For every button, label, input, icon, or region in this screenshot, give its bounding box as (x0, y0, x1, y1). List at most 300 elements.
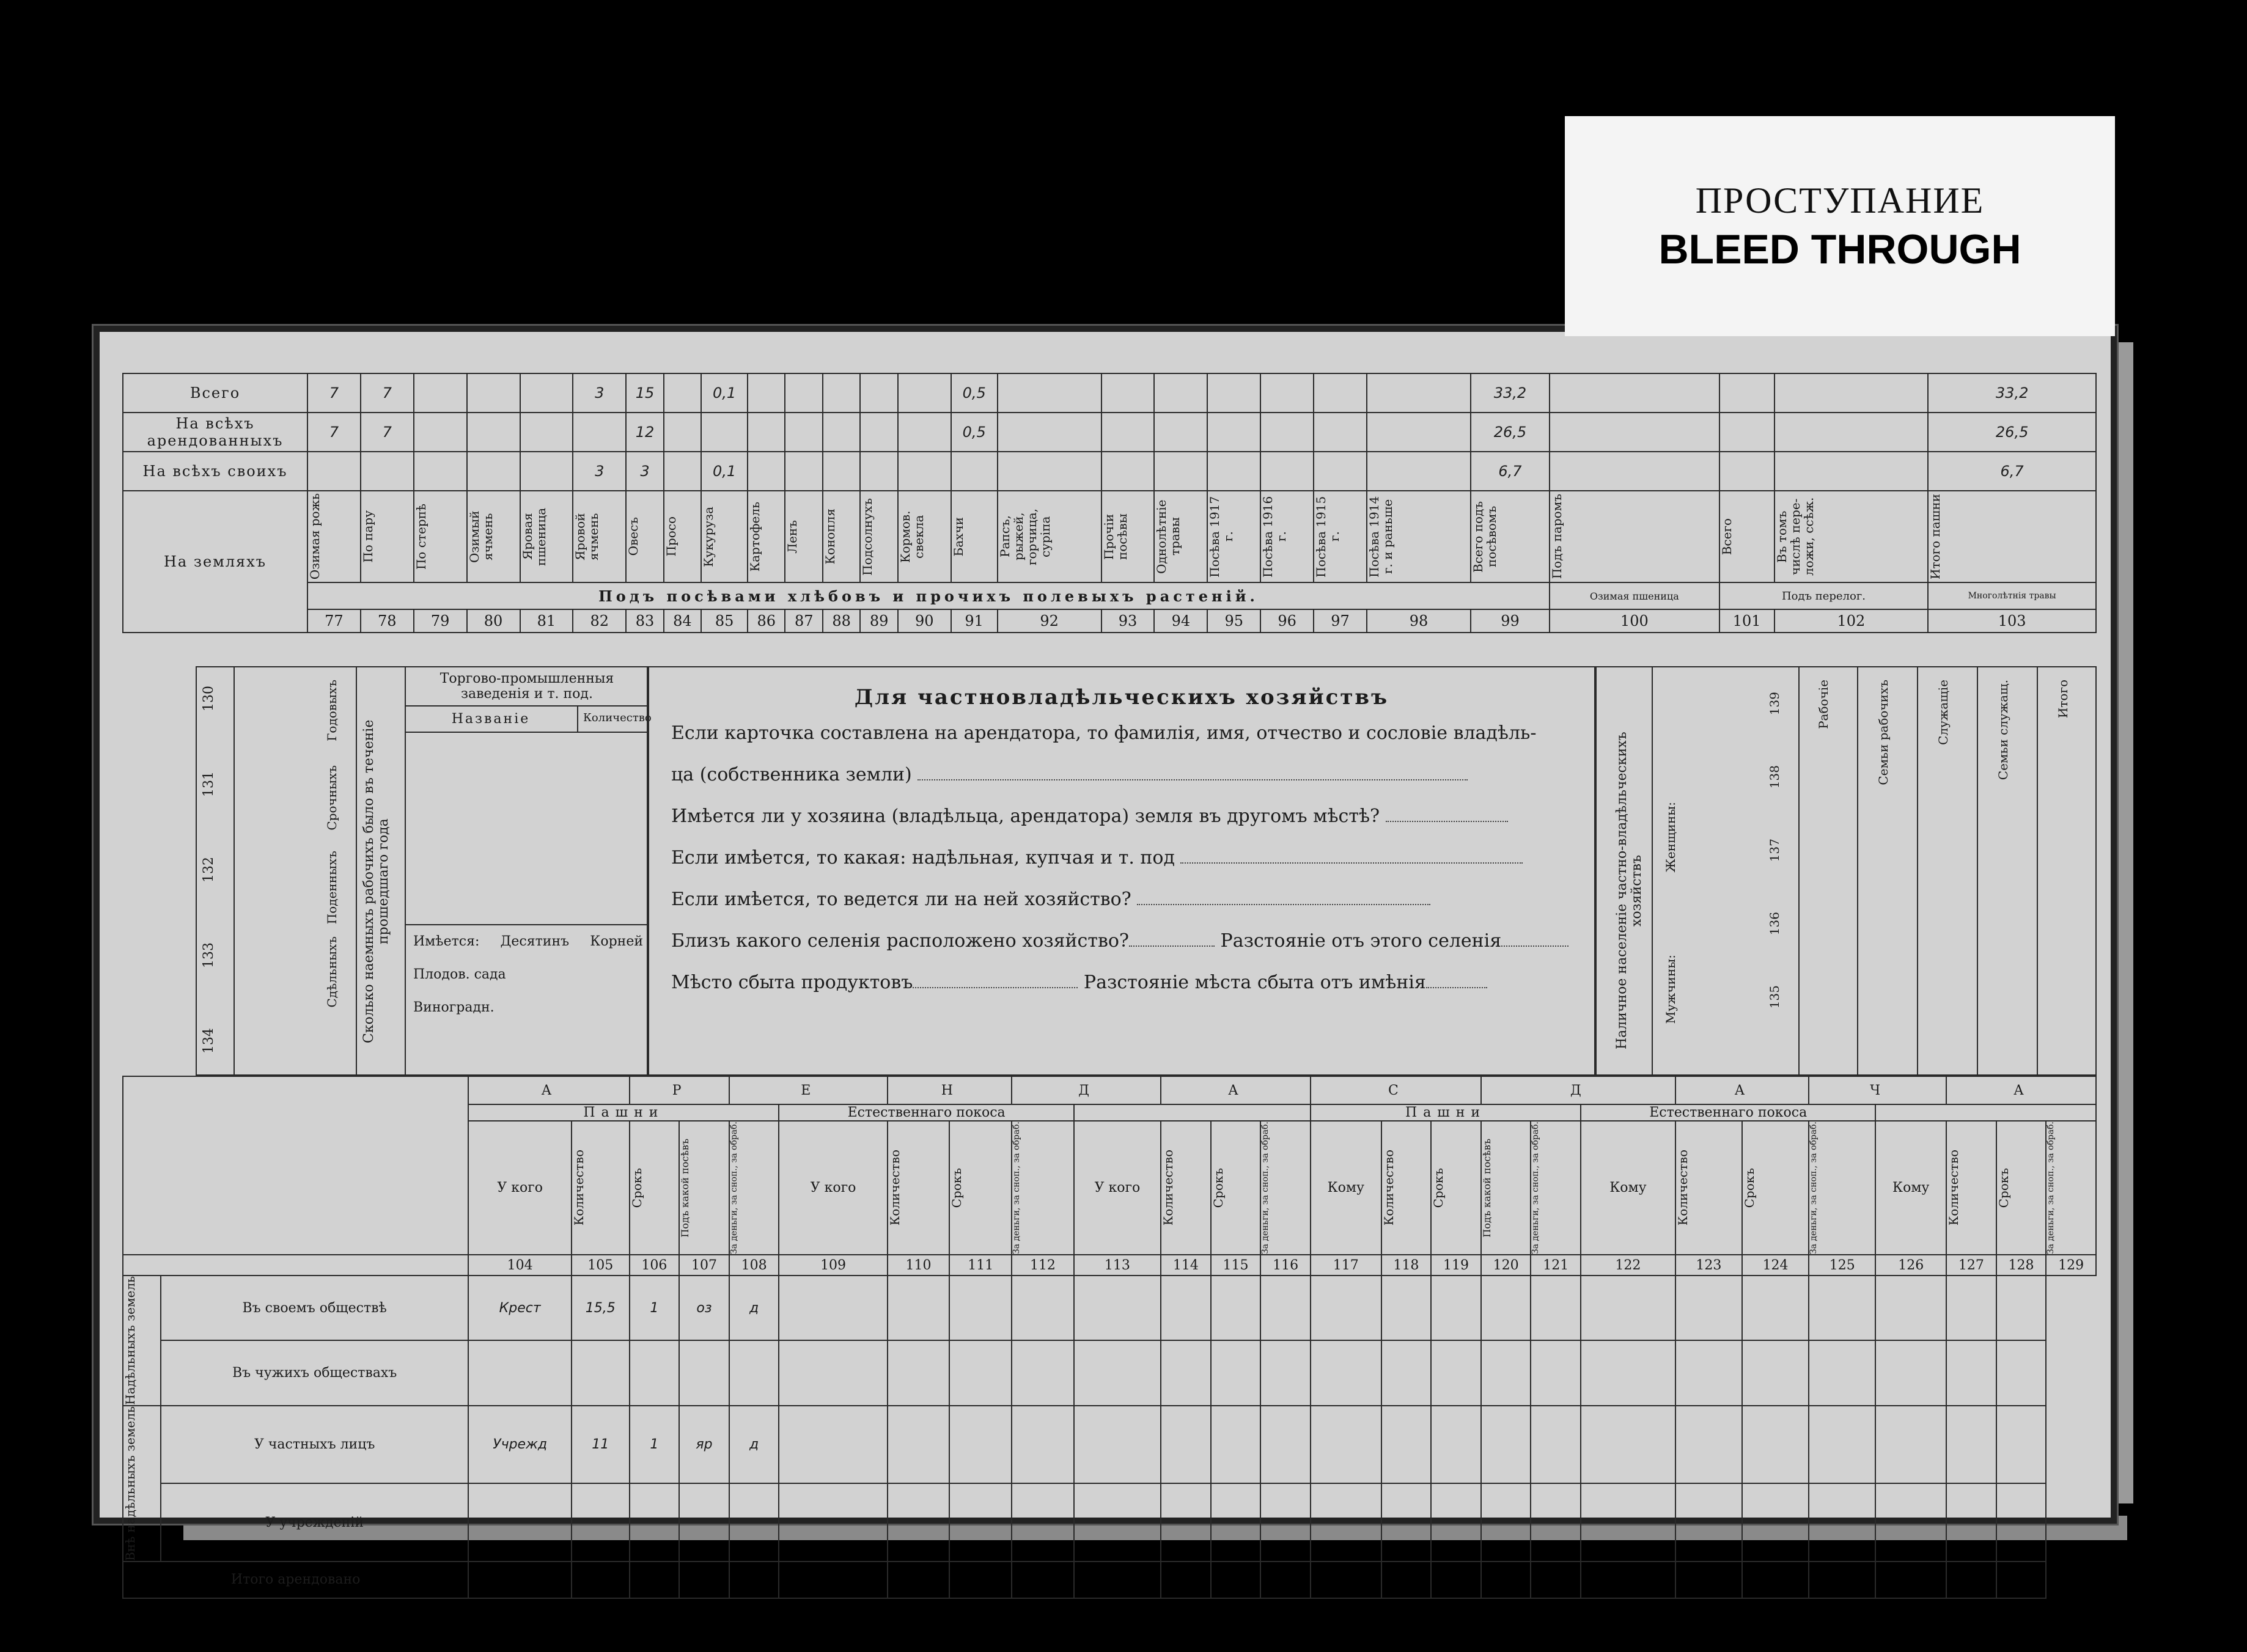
men-label: Мужчины: (1663, 955, 1678, 1024)
hw-cell (998, 373, 1101, 413)
vinograd: Виноградн. (413, 1000, 495, 1015)
row-label: Итого арендовано (123, 1562, 468, 1598)
hw-cell (520, 413, 573, 452)
hw-cell (785, 373, 822, 413)
col-number: 119 (1431, 1255, 1481, 1276)
hw-cell (898, 373, 951, 413)
hw-cell (414, 452, 467, 491)
hw-cell (860, 373, 897, 413)
col-label: Просо (663, 516, 679, 557)
hw-cell (998, 452, 1101, 491)
col-head (664, 491, 701, 582)
col-head (1719, 491, 1774, 582)
group-label: Надѣльныхъ земель (123, 1276, 138, 1405)
row-label: На всѣхъ своихъ (123, 452, 307, 491)
hw-cell (467, 373, 520, 413)
hw-cell (1207, 413, 1260, 452)
col-number: 121 (1531, 1255, 1581, 1276)
col-number: 96 (1260, 609, 1314, 633)
letter: Е (729, 1076, 888, 1104)
row-label: Всего (123, 373, 307, 413)
col-number: 84 (664, 609, 701, 633)
hw-cell (823, 452, 860, 491)
num-col (197, 667, 235, 1077)
hw-cell: 7 (361, 413, 414, 452)
worker-type: Сдѣльныхъ (325, 936, 339, 1008)
hw-cell (1154, 413, 1207, 452)
hw-cell (1314, 413, 1367, 452)
head: Количество (1381, 1150, 1396, 1226)
head-label: Семьи служащ. (1996, 680, 2010, 780)
head: Кому (1581, 1121, 1675, 1255)
col-number: 130 (201, 686, 216, 711)
col-label: Подъ паромъ (1549, 494, 1564, 579)
col-label: Рапсъ, рыжей, горчица, суріпа (997, 508, 1053, 565)
col-number: 123 (1675, 1255, 1742, 1276)
hw-cell: 3 (573, 452, 626, 491)
col-label: Овесъ (626, 517, 641, 556)
col-number: 89 (860, 609, 897, 633)
col-label: Посѣва 1914 г. и раньше (1366, 496, 1395, 578)
col-number: 133 (201, 942, 216, 968)
col-label: Однолѣтніе травы (1154, 499, 1183, 574)
letter: С (1311, 1076, 1481, 1104)
col-number: 77 (307, 609, 361, 633)
worker-type: Срочныхъ (325, 765, 339, 831)
hw-cell (664, 413, 701, 452)
col-number: 120 (1481, 1255, 1531, 1276)
torg-qty: Количество (583, 711, 652, 724)
pokos-label: Естественнаго покоса (1581, 1104, 1875, 1121)
col-label: Кормов. свекла (897, 510, 926, 563)
col-number: 103 (1928, 609, 2096, 633)
col-number: 112 (1012, 1255, 1074, 1276)
hw-cell: 12 (626, 413, 663, 452)
korney: Корней (590, 934, 643, 949)
answer-line (1501, 933, 1568, 947)
head-col (1798, 667, 1858, 1077)
head: Количество (572, 1150, 586, 1226)
head: За деньги, за сноп., за обраб. (2046, 1122, 2056, 1255)
col-label: Посѣва 1917 г. (1207, 496, 1236, 578)
row-institutions (123, 1483, 2096, 1562)
label-ru: ПРОСТУПАНИЕ (1695, 180, 1985, 221)
col-number: 85 (701, 609, 748, 633)
letter: А (1946, 1076, 2096, 1104)
col-head (1928, 491, 2096, 582)
col-number: 111 (949, 1255, 1012, 1276)
col-number: 100 (1550, 609, 1719, 633)
head: У кого (468, 1121, 572, 1255)
blank (1074, 1104, 1311, 1121)
q-line (671, 920, 1572, 962)
col-label: Яровой ячмень (573, 513, 601, 560)
hw-cell (823, 413, 860, 452)
row-total (123, 373, 2096, 413)
letter: А (1675, 1076, 1809, 1104)
col-number: 86 (748, 609, 785, 633)
col-number: 118 (1381, 1255, 1432, 1276)
col-number: 95 (1207, 609, 1260, 633)
hired-label: Сколько наемныхъ рабочихъ было въ теченіе прошедшаго года (361, 719, 392, 1043)
q-text: Разстояніе отъ этого селенія (1220, 930, 1502, 952)
hw-cell (1101, 373, 1155, 413)
col-number: 136 (1767, 912, 1782, 936)
sub-label: Озимая пшеница (1550, 582, 1719, 609)
hw-cell (520, 373, 573, 413)
head: За деньги, за сноп., за обраб. (729, 1122, 739, 1255)
row-label: Въ своемъ обществѣ (161, 1276, 468, 1340)
head-label: Рабочіе (1816, 680, 1831, 729)
population-block (1595, 666, 2097, 1076)
hw-cell: Учрежд (468, 1406, 572, 1484)
col-number: 109 (779, 1255, 887, 1276)
torg-header (405, 707, 652, 733)
row-label: Въ чужихъ обществахъ (161, 1340, 468, 1405)
col-label: Подсолнухъ (860, 497, 875, 576)
head: У кого (779, 1121, 887, 1255)
head: Подъ какой посѣвъ (1480, 1138, 1493, 1238)
hw-cell (785, 452, 822, 491)
letter: Р (630, 1076, 729, 1104)
plodov: Плодов. сада (413, 967, 506, 982)
col-head (1207, 491, 1260, 582)
col-number: 127 (1946, 1255, 1996, 1276)
answer-line (913, 975, 1078, 988)
q-text: ца (собственника земли) (671, 764, 912, 785)
hw-cell (1207, 452, 1260, 491)
col-head (1550, 491, 1719, 582)
pashni-label: Пашни (468, 1104, 779, 1121)
answer-line (918, 767, 1468, 780)
hw-cell (1719, 413, 1774, 452)
blank (1875, 1104, 2096, 1121)
pop-label: Наличное населеніе частно-владѣльческихъ хозяйствъ (1614, 732, 1645, 1049)
col-number: 137 (1767, 839, 1782, 862)
hw-cell (1719, 373, 1774, 413)
label-en: BLEED THROUGH (1658, 226, 2021, 273)
col-head (998, 491, 1101, 582)
col-number: 131 (201, 771, 216, 797)
desyatin: Десятинъ (500, 934, 570, 949)
row-other-society (123, 1340, 2096, 1405)
head: За деньги, за сноп., за обраб. (1012, 1122, 1022, 1255)
hw-cell (1207, 373, 1260, 413)
hw-cell: 11 (572, 1406, 630, 1484)
col-head (1314, 491, 1367, 582)
head-col (2038, 667, 2097, 1077)
hw-cell (1719, 452, 1774, 491)
row-private (123, 1406, 2096, 1484)
col-head (1260, 491, 1314, 582)
hw-cell (998, 413, 1101, 452)
head: Срокъ (1996, 1167, 2011, 1208)
col-head (307, 491, 361, 582)
q-line: Если карточка составлена на арендатора, то фамилія, имя, отчество и сословіе владѣль- (671, 722, 1537, 744)
head: За деньги, за сноп., за обраб. (1809, 1122, 1819, 1255)
hw-cell (573, 413, 626, 452)
col-label: Яровая пшеница (520, 507, 548, 566)
lease-table (122, 1076, 2097, 1599)
col-label: Озимый ячмень (466, 510, 495, 563)
col-number: 104 (468, 1255, 572, 1276)
q-line (671, 879, 1572, 920)
hw-cell (1314, 373, 1367, 413)
col-label: Кукуруза (701, 506, 716, 567)
col-label: Бахчи (951, 516, 966, 557)
col-number: 128 (1996, 1255, 2047, 1276)
q-line (671, 962, 1572, 1004)
row-label: На земляхъ (123, 491, 307, 633)
hw-cell (1774, 413, 1929, 452)
head-label: Служащіе (1936, 680, 1951, 745)
q-text: Мѣсто сбыта продуктовъ (671, 972, 913, 993)
head-col (1918, 667, 1978, 1077)
letter: Д (1012, 1076, 1161, 1104)
hw-cell: 6,7 (1928, 452, 2096, 491)
col-head (860, 491, 897, 582)
pokos-label: Естественнаго покоса (779, 1104, 1073, 1121)
head: Подъ какой посѣвъ (679, 1138, 691, 1238)
letter: А (468, 1076, 629, 1104)
col-number: 88 (823, 609, 860, 633)
col-number: 99 (1471, 609, 1550, 633)
hw-cell (1314, 452, 1367, 491)
hw-cell (307, 452, 361, 491)
imeetsya: Имѣется: (413, 934, 480, 949)
col-number: 110 (888, 1255, 950, 1276)
hw-cell: 1 (630, 1406, 680, 1484)
col-number: 92 (998, 609, 1101, 633)
head: За деньги, за сноп., за обраб. (1260, 1122, 1271, 1255)
head: Кому (1311, 1121, 1381, 1255)
head: Кому (1875, 1121, 1946, 1255)
col-number: 78 (361, 609, 414, 633)
bleed-through-label (1565, 116, 2115, 336)
worker-type: Годовыхъ (325, 680, 339, 741)
col-number: 90 (898, 609, 951, 633)
col-number: 106 (630, 1255, 680, 1276)
hw-cell: 7 (361, 373, 414, 413)
q-text: Если имѣется, то ведется ли на ней хозяйство? (671, 889, 1131, 910)
hw-cell (1367, 373, 1471, 413)
hw-cell: 0,5 (951, 373, 998, 413)
row-total (123, 1562, 2096, 1598)
head: За деньги, за сноп., за обраб. (1531, 1122, 1541, 1255)
head-col (1858, 667, 1918, 1077)
group-label: Внѣ надѣльныхъ земель (123, 1406, 138, 1561)
hw-cell: 15,5 (572, 1276, 630, 1340)
hw-cell (898, 413, 951, 452)
col-head (951, 491, 998, 582)
hw-cell: 3 (626, 452, 663, 491)
row-banner (123, 582, 2096, 609)
hw-cell: 26,5 (1471, 413, 1550, 452)
row-columns (123, 491, 2096, 582)
answer-line (1386, 809, 1508, 822)
pashni-label: Пашни (1311, 1104, 1581, 1121)
col-label: Посѣва 1916 г. (1260, 496, 1289, 578)
q-line (671, 837, 1572, 879)
hw-cell: 1 (630, 1276, 680, 1340)
hw-cell (748, 452, 785, 491)
hw-cell (785, 413, 822, 452)
sub-label: Многолѣтнія травы (1928, 582, 2096, 609)
hw-cell: яр (679, 1406, 729, 1484)
hired-label-col (356, 667, 406, 1077)
answer-line (1180, 850, 1523, 864)
col-head (898, 491, 951, 582)
hw-cell: 7 (307, 413, 361, 452)
hw-cell: 7 (307, 373, 361, 413)
col-head (573, 491, 626, 582)
orchards (405, 924, 649, 1024)
hw-cell: 26,5 (1928, 413, 2096, 452)
hw-cell (1550, 452, 1719, 491)
hw-cell (1367, 413, 1471, 452)
trade-establishments (405, 667, 652, 1077)
col-head (1101, 491, 1155, 582)
col-number: 122 (1581, 1255, 1675, 1276)
hw-cell (1154, 373, 1207, 413)
letter: А (1161, 1076, 1311, 1104)
col-label: По пару (360, 510, 375, 563)
hw-cell (467, 452, 520, 491)
torg-name: Названіе (405, 707, 578, 732)
col-number: 82 (573, 609, 626, 633)
row-label: У учрежденій (161, 1483, 468, 1562)
hw-cell (1101, 413, 1155, 452)
hw-cell: 3 (573, 373, 626, 413)
blank (123, 1255, 468, 1276)
hw-cell (467, 413, 520, 452)
col-number: 117 (1311, 1255, 1381, 1276)
col-number: 93 (1101, 609, 1155, 633)
col-number: 126 (1875, 1255, 1946, 1276)
col-number: 132 (201, 857, 216, 883)
col-number: 80 (467, 609, 520, 633)
q-line (671, 796, 1572, 837)
col-head (1367, 491, 1471, 582)
hw-cell: д (729, 1406, 779, 1484)
head: Срокъ (629, 1167, 644, 1208)
hw-cell: 0,1 (701, 373, 748, 413)
col-number: 135 (1767, 985, 1782, 1009)
hw-cell: 0,5 (951, 413, 998, 452)
col-number: 134 (201, 1028, 216, 1054)
corner (123, 1076, 468, 1255)
col-label: Прочіи посѣвы (1101, 513, 1130, 560)
col-head (823, 491, 860, 582)
hw-cell (1550, 373, 1719, 413)
row-own (123, 452, 2096, 491)
row-label: У частныхъ лицъ (161, 1406, 468, 1484)
col-head (1154, 491, 1207, 582)
private-farms-block (648, 666, 1595, 1076)
col-number: 114 (1161, 1255, 1211, 1276)
col-label: Озимая рожь (307, 493, 322, 580)
col-label: Посѣва 1915 г. (1314, 496, 1342, 578)
hw-cell: 15 (626, 373, 663, 413)
head-label: Семьи рабочихъ (1876, 680, 1891, 785)
col-number: 98 (1367, 609, 1471, 633)
hw-cell (1260, 373, 1314, 413)
head-col (1978, 667, 2038, 1077)
hw-cell: д (729, 1276, 779, 1340)
hw-cell (520, 452, 573, 491)
col-head (1471, 491, 1550, 582)
col-number: 105 (572, 1255, 630, 1276)
col-number: 107 (679, 1255, 729, 1276)
banner: Подъ посѣвами хлѣбовъ и прочихъ полевыхъ растеній. (307, 582, 1550, 609)
answer-line (1137, 892, 1430, 905)
letter: Ч (1809, 1076, 1946, 1104)
hw-cell (860, 413, 897, 452)
q-text: Близъ какого селенія расположено хозяйство? (671, 930, 1129, 952)
col-number: 79 (414, 609, 467, 633)
hw-cell: Крест (468, 1276, 572, 1340)
q-line (671, 754, 1572, 796)
hw-cell (1367, 452, 1471, 491)
col-number: 108 (729, 1255, 779, 1276)
head: Срокъ (1431, 1167, 1446, 1208)
worker-heads (1798, 667, 2097, 1077)
hw-cell: 33,2 (1928, 373, 2096, 413)
letter: Д (1481, 1076, 1675, 1104)
col-number: 101 (1719, 609, 1774, 633)
col-number: 97 (1314, 609, 1367, 633)
hw-cell (1260, 413, 1314, 452)
head: Количество (1161, 1150, 1176, 1226)
col-number: 113 (1074, 1255, 1161, 1276)
head: Количество (1946, 1150, 1962, 1226)
col-number: 139 (1767, 692, 1782, 716)
col-number: 87 (785, 609, 822, 633)
women-label: Женщины: (1663, 802, 1678, 873)
hw-cell (701, 413, 748, 452)
sub-label: Подъ перелог. (1719, 582, 1929, 609)
head: Срокъ (1741, 1167, 1757, 1208)
col-label: Въ томъ числѣ пере-ложи, ссѣж. (1774, 497, 1816, 576)
row-letters (123, 1076, 2096, 1104)
hw-cell (414, 373, 467, 413)
head: Количество (887, 1150, 902, 1226)
col-label: Ленъ (785, 519, 800, 554)
col-number: 125 (1809, 1255, 1875, 1276)
col-head (626, 491, 663, 582)
hw-cell (951, 452, 998, 491)
col-number: 115 (1211, 1255, 1261, 1276)
col-head (785, 491, 822, 582)
hw-cell (1774, 373, 1929, 413)
col-head (520, 491, 573, 582)
row-numbers (123, 1255, 2096, 1276)
hw-cell (860, 452, 897, 491)
col-head (701, 491, 748, 582)
col-number: 129 (2046, 1255, 2096, 1276)
col-head (361, 491, 414, 582)
col-number: 81 (520, 609, 573, 633)
col-label: Итого пашни (1928, 494, 1943, 579)
head: Количество (1675, 1150, 1690, 1226)
hw-cell (1550, 413, 1719, 452)
private-farms-title: Для частновладѣльческихъ хозяйствъ (854, 685, 1389, 710)
hw-cell (823, 373, 860, 413)
worker-type: Поденныхъ (325, 851, 339, 925)
col-number: 124 (1742, 1255, 1809, 1276)
col-label: Картофель (748, 501, 763, 572)
row-rented (123, 413, 2096, 452)
